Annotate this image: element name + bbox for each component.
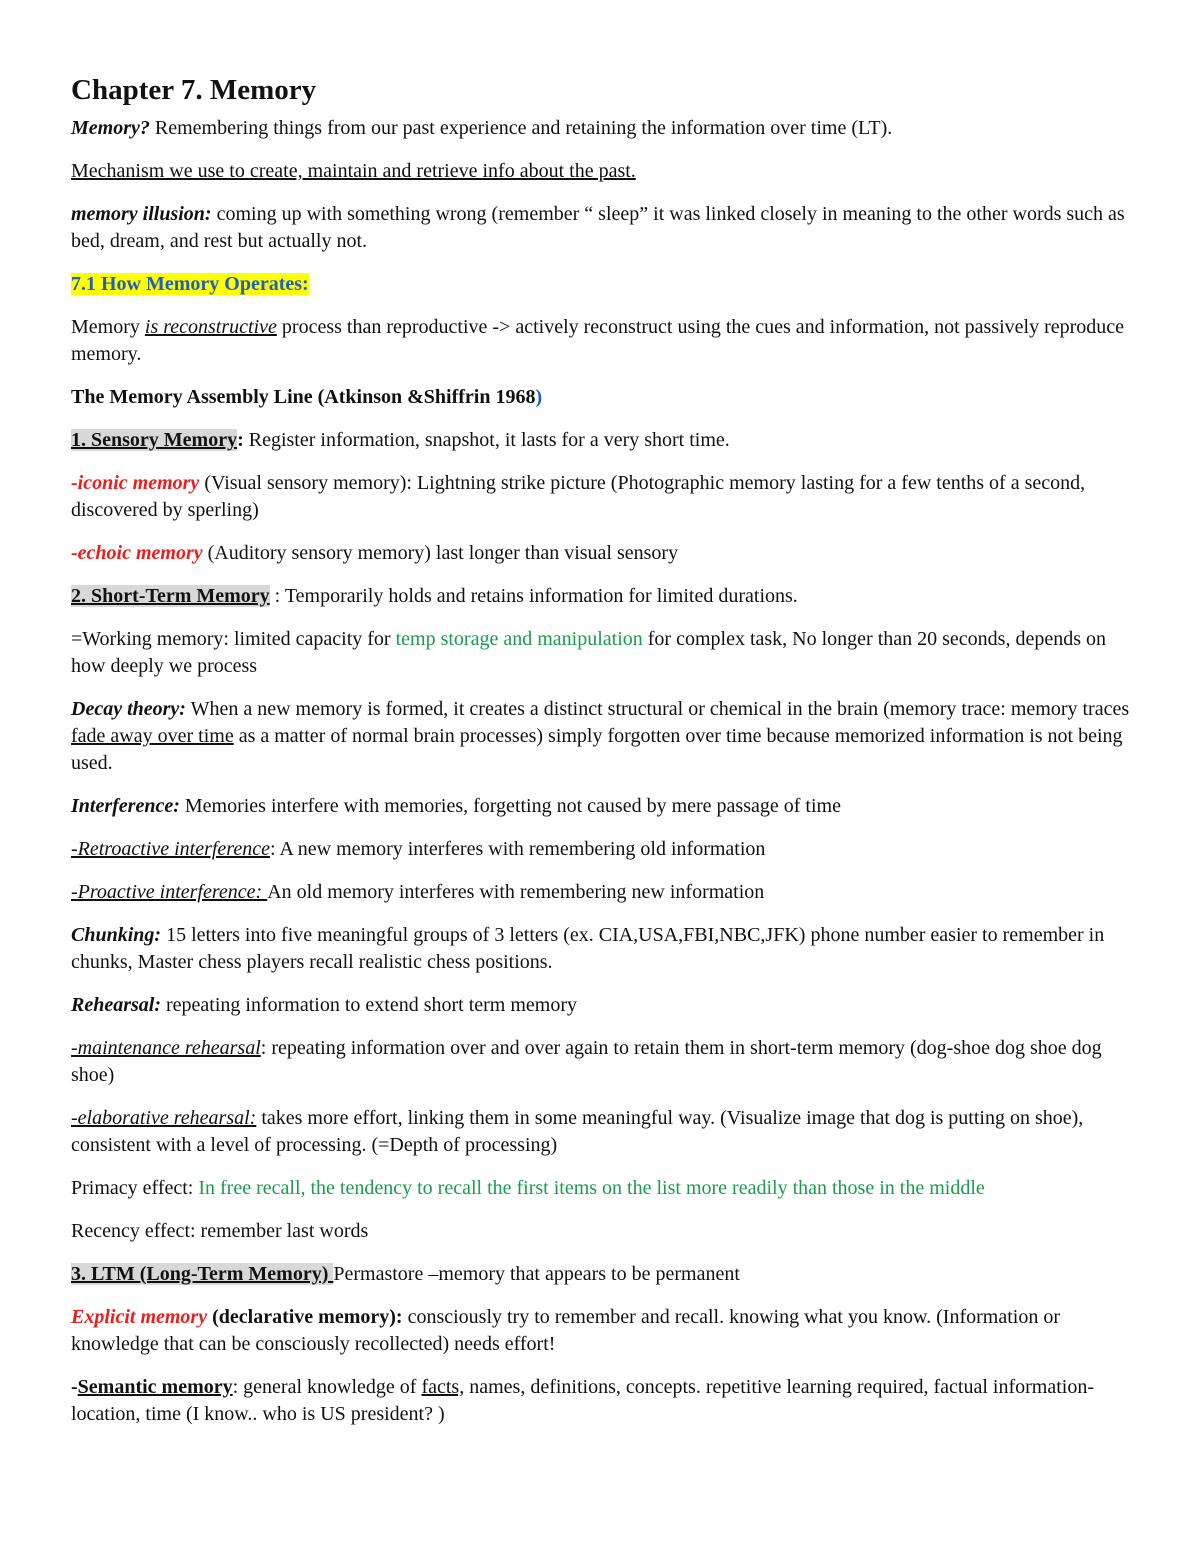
chunking — [71, 922, 1131, 976]
proactive-interference — [71, 879, 1131, 906]
memory-definition-text: Remembering things from our past experience and retaining the information over time (LT). — [149, 117, 893, 139]
elaborative-term: -elaborative rehearsal: — [71, 1107, 257, 1129]
iconic-memory-term: -iconic memory — [71, 472, 200, 494]
semantic-dash: - — [71, 1376, 78, 1398]
working-green: temp storage and manipulation — [395, 628, 643, 650]
rehearsal — [71, 992, 1131, 1019]
iconic-memory — [71, 470, 1131, 524]
reconstructive-term: is reconstructive — [144, 316, 277, 338]
explicit-memory — [71, 1304, 1131, 1358]
explicit-term: Explicit memory — [71, 1306, 208, 1328]
memory-illusion-text: coming up with something wrong (remember “ sleep” it was linked closely in meaning to the other words such as bed, dream, and rest but actually not. — [71, 203, 1125, 252]
retroactive-interference — [71, 836, 1131, 863]
section-7-1-label: 7.1 How Memory Operates: — [71, 273, 309, 295]
working-pre: =Working memory: limited capacity for — [71, 628, 396, 650]
echoic-memory — [71, 540, 1131, 567]
memory-term: Memory? — [71, 117, 150, 139]
proactive-text: An old memory interferes with remembering new information — [267, 881, 765, 903]
semantic-post: names, definitions, concepts. repetitive learning required, factual information-location, time (I know.. who is US president? ) — [71, 1376, 1094, 1425]
maintenance-rehearsal — [71, 1035, 1131, 1089]
retroactive-term: -Retroactive interference — [71, 838, 270, 860]
document-page — [71, 72, 1131, 1444]
working-memory — [71, 626, 1131, 680]
proactive-term: -Proactive interference: — [71, 881, 268, 903]
reconstructive-post: process than reproductive -> actively reconstruct using the cues and information, not passively reproduce memory. — [71, 316, 1125, 365]
semantic-facts: facts, — [421, 1376, 465, 1398]
semantic-pre: : general knowledge of — [232, 1376, 422, 1398]
assembly-line-paren: ) — [535, 386, 543, 408]
assembly-line-heading — [71, 384, 1131, 411]
primacy-label: Primacy effect: — [71, 1177, 199, 1199]
primacy-effect — [71, 1175, 1131, 1202]
reconstructive-paragraph — [71, 314, 1131, 368]
short-term-memory-heading: 2. Short-Term Memory — [71, 585, 270, 607]
elaborative-rehearsal — [71, 1105, 1131, 1159]
interference-text: Memories interfere with memories, forgetting not caused by mere passage of time — [179, 795, 841, 817]
section-heading-7-1 — [71, 271, 1131, 298]
rehearsal-term: Rehearsal: — [71, 994, 161, 1016]
interference-term: Interference: — [71, 795, 180, 817]
memory-definition — [71, 115, 1131, 142]
long-term-memory — [71, 1261, 1131, 1288]
sensory-memory-heading: 1. Sensory Memory — [71, 429, 238, 451]
memory-illusion — [71, 201, 1131, 255]
chunking-term: Chunking: — [71, 924, 162, 946]
explicit-bold: (declarative memory): — [207, 1306, 403, 1328]
sensory-memory-text: Register information, snapshot, it lasts for a very short time. — [243, 429, 730, 451]
interference — [71, 793, 1131, 820]
assembly-line-text: The Memory Assembly Line (Atkinson &Shiffrin 1968 — [71, 386, 536, 408]
ltm-heading: 3. LTM (Long-Term Memory) — [71, 1263, 334, 1285]
echoic-memory-term: -echoic memory — [71, 542, 203, 564]
decay-theory — [71, 696, 1131, 777]
rehearsal-text: repeating information to extend short term memory — [161, 994, 577, 1016]
maintenance-term: -maintenance rehearsal — [71, 1037, 261, 1059]
decay-pre: When a new memory is formed, it creates a distinct structural or chemical in the brain (memory trace: memory traces — [185, 698, 1130, 720]
reconstructive-pre: Memory — [71, 316, 145, 338]
memory-illusion-term: memory illusion: — [71, 203, 212, 225]
sensory-colon: : — [237, 429, 244, 451]
mechanism-line: Mechanism we use to create, maintain and retrieve info about the past. — [71, 160, 636, 182]
echoic-memory-text: (Auditory sensory memory) last longer than visual sensory — [202, 542, 679, 564]
short-term-memory-text: : Temporarily holds and retains information for limited durations. — [269, 585, 798, 607]
retroactive-text: : A new memory interferes with remembering old information — [269, 838, 766, 860]
semantic-term: Semantic memory — [77, 1376, 233, 1398]
primacy-text: In free recall, the tendency to recall the first items on the list more readily than those in the middle — [198, 1177, 985, 1199]
chunking-text: 15 letters into five meaningful groups of 3 letters (ex. CIA,USA,FBI,NBC,JFK) phone number easier to remember in chunks, Master chess players recall realistic chess positions. — [71, 924, 1105, 973]
working-post: for complex task, No longer than 20 seconds, depends on how deeply we process — [71, 628, 1106, 677]
decay-term: Decay theory: — [71, 698, 186, 720]
maintenance-text: : repeating information over and over again to retain them in short-term memory (dog-shoe dog shoe dog shoe) — [71, 1037, 1102, 1086]
short-term-memory — [71, 583, 1131, 610]
recency-effect: Recency effect: remember last words — [71, 1220, 369, 1242]
chapter-title: Chapter 7. Memory — [71, 74, 317, 106]
ltm-text: Permastore –memory that appears to be permanent — [333, 1263, 740, 1285]
explicit-text: consciously try to remember and recall. knowing what you know. (Information or knowledge that can be consciously recollected) needs effort! — [71, 1306, 1060, 1355]
elaborative-text: takes more effort, linking them in some meaningful way. (Visualize image that dog is putting on shoe), consistent with a level of processing. (=Depth of processing) — [71, 1107, 1084, 1156]
decay-post: as a matter of normal brain processes) simply forgotten over time because memorized information is not being used. — [71, 725, 1123, 774]
semantic-memory — [71, 1374, 1131, 1428]
iconic-memory-text: (Visual sensory memory): Lightning strike picture (Photographic memory lasting for a few tenths of a second, discovered by sperling) — [71, 472, 1086, 521]
decay-underline: fade away over time — [71, 725, 234, 747]
sensory-memory — [71, 427, 1131, 454]
